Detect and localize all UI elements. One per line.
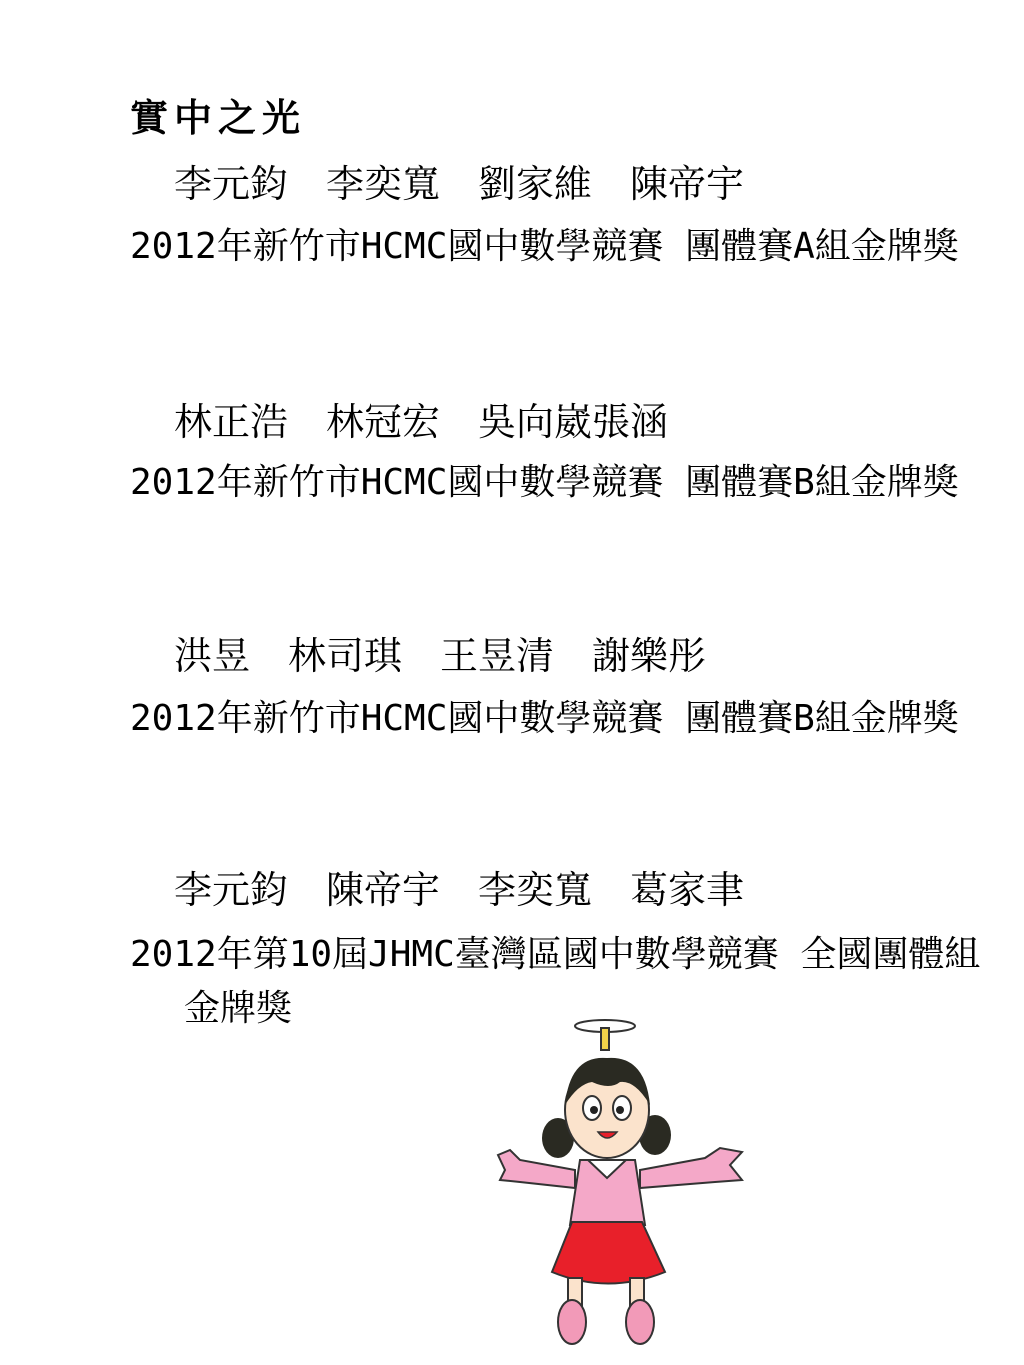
entry-4-award: 2012年第10屆JHMC臺灣區國中數學競賽 全國團體組金牌獎 <box>130 934 981 1029</box>
left-shoe <box>558 1300 586 1344</box>
entry-3-award: 2012年新竹市HCMC國中數學競賽 團體賽B組金牌獎 <box>130 698 959 739</box>
right-shoe <box>626 1300 654 1344</box>
right-pupil <box>616 1106 624 1114</box>
skirt <box>552 1222 665 1284</box>
page-title: 實中之光 <box>130 95 307 140</box>
entry-2-names: 林正浩 林冠宏 吳向崴張涵 <box>174 400 669 444</box>
left-pupil <box>590 1106 598 1114</box>
propeller-stem <box>601 1028 609 1050</box>
entry-1-names: 李元鈞 李奕寬 劉家維 陳帝宇 <box>174 162 745 206</box>
entry-3-names: 洪昱 林司琪 王昱清 謝樂彤 <box>174 634 707 678</box>
cartoon-girl-illustration <box>480 1010 770 1350</box>
entry-1-award: 2012年新竹市HCMC國中數學競賽 團體賽A組金牌獎 <box>130 226 959 267</box>
entry-2-award: 2012年新竹市HCMC國中數學競賽 團體賽B組金牌獎 <box>130 462 959 503</box>
entry-4-names: 李元鈞 陳帝宇 李奕寬 葛家聿 <box>174 868 745 912</box>
